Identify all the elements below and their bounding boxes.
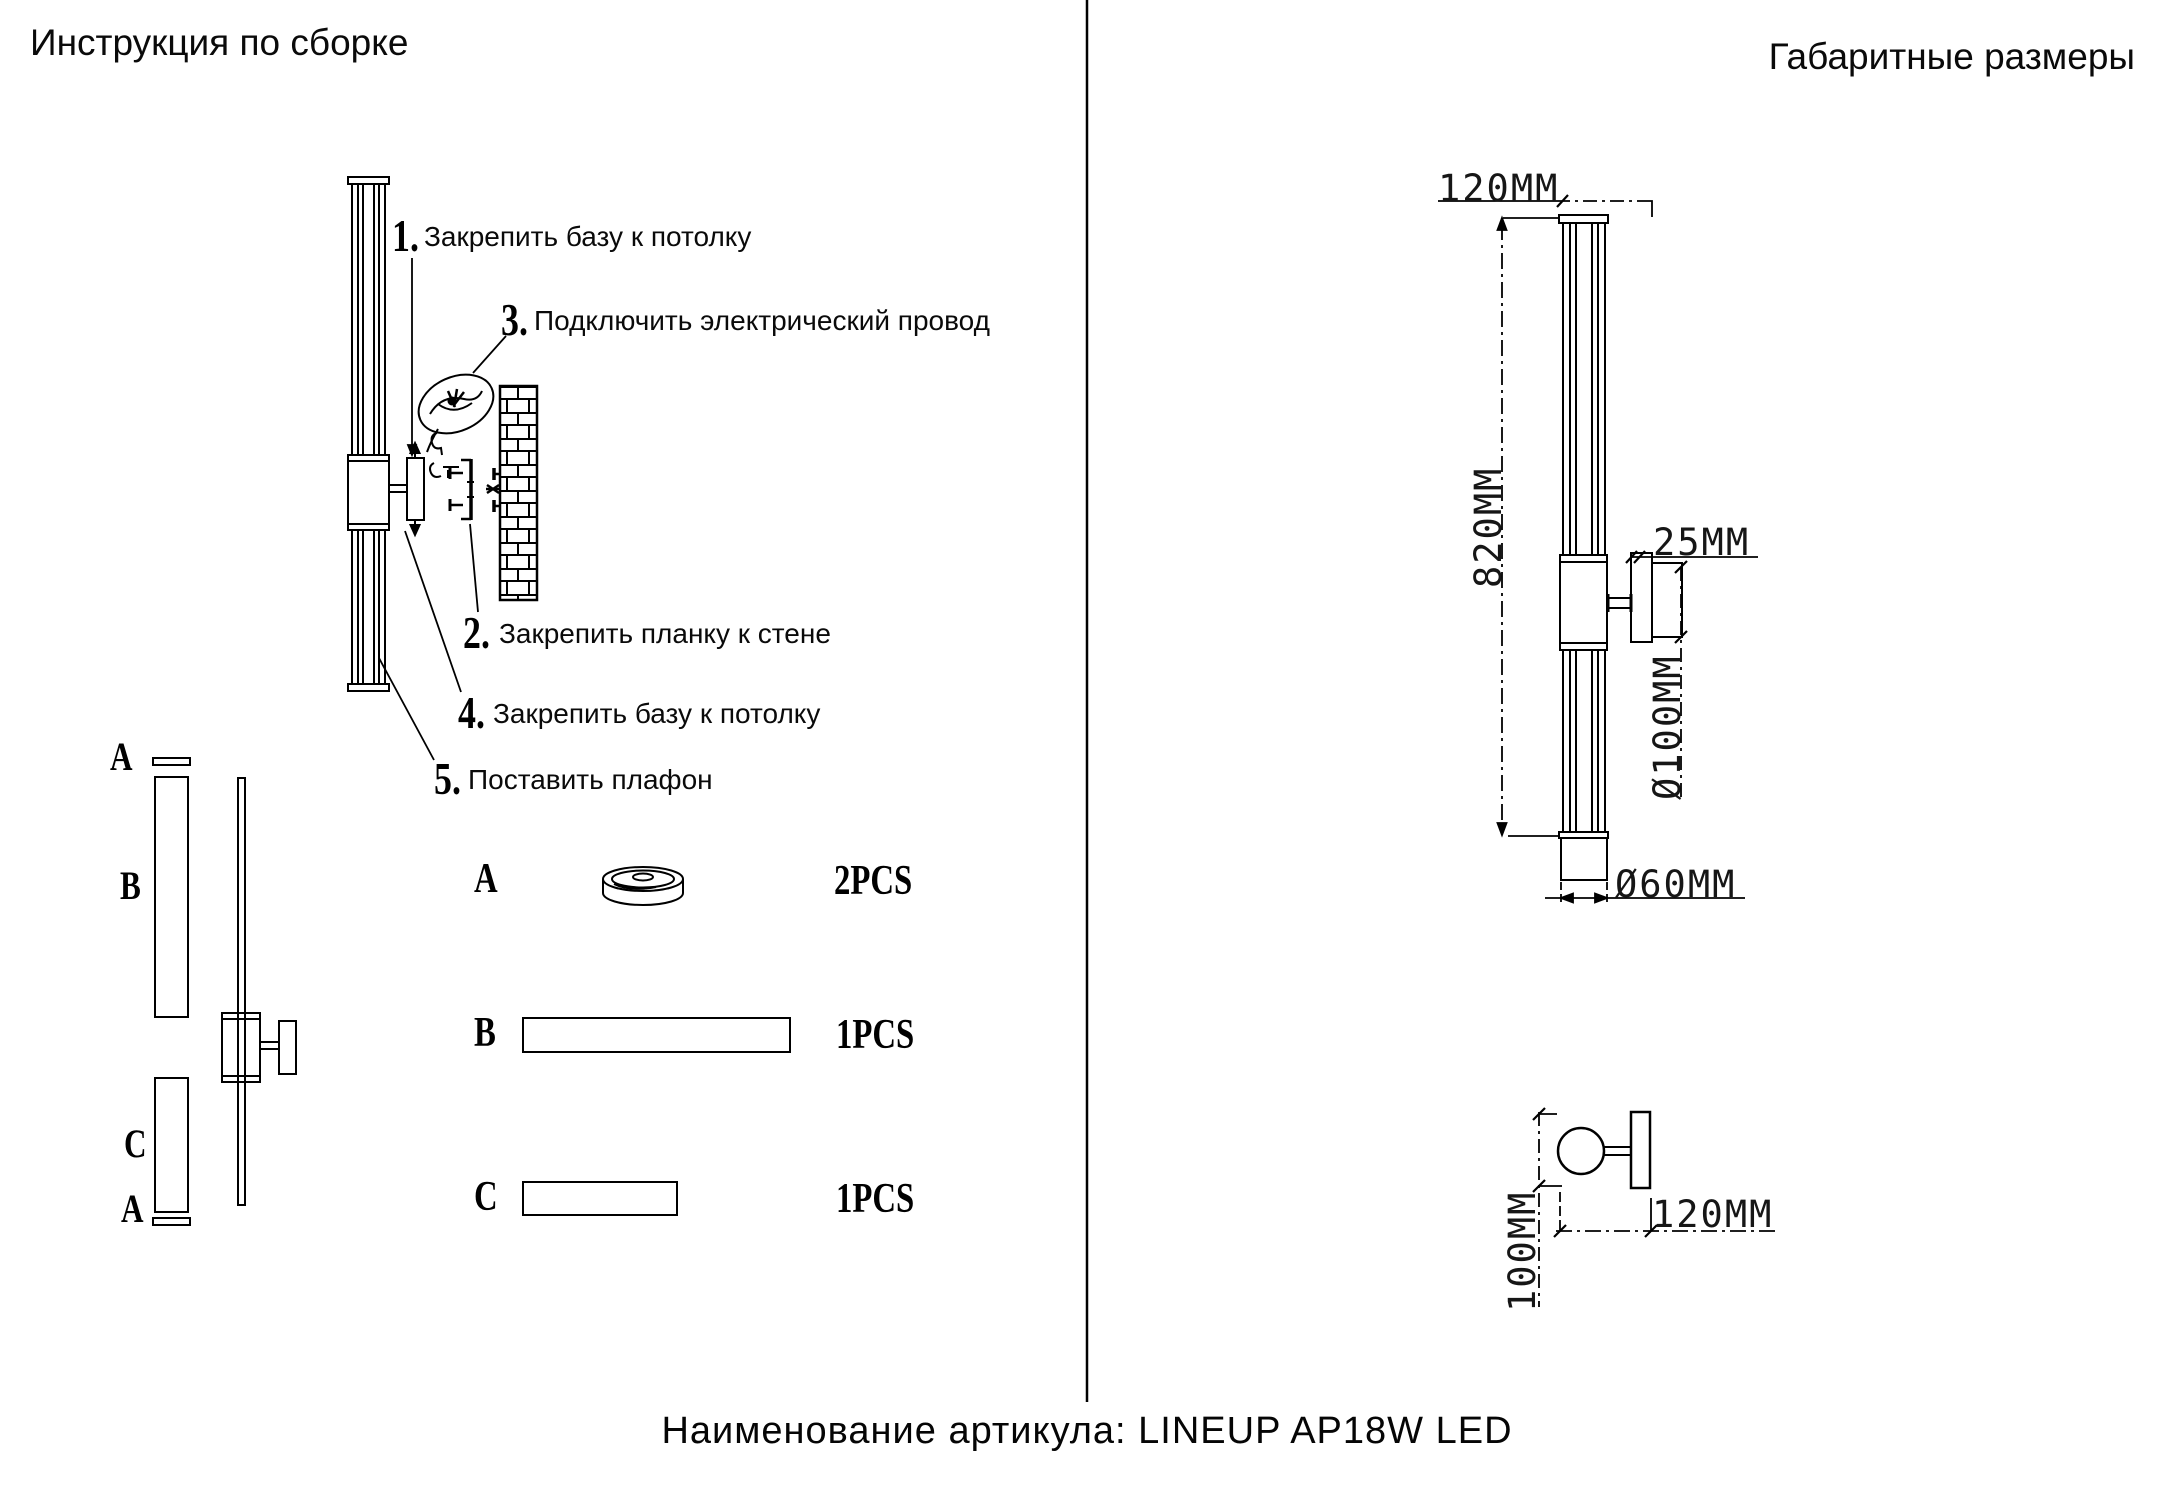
- exploded-label-a-top: A: [110, 734, 133, 779]
- lamp-side-view: [348, 177, 389, 691]
- part-a-qty: 2PCS: [834, 858, 913, 904]
- left-section-title: Инструкция по сборке: [30, 22, 409, 63]
- step-3-text: Подключить электрический провод: [534, 305, 990, 336]
- part-c-label: C: [474, 1174, 498, 1220]
- exploded-view: [153, 758, 296, 1225]
- dim-arm-depth: 25MM: [1653, 521, 1751, 564]
- exploded-label-a-bottom: A: [121, 1186, 144, 1231]
- step-1-text: Закрепить базу к потолку: [424, 221, 752, 252]
- step-5-number: 5.: [434, 753, 461, 804]
- step-4-number: 4.: [458, 687, 485, 738]
- right-section-title: Габаритные размеры: [1768, 36, 2135, 77]
- dim-tube-diameter: Ø60MM: [1615, 863, 1737, 906]
- step-2-text: Закрепить планку к стене: [499, 618, 831, 649]
- dim-top-width: 120MM: [1438, 167, 1560, 210]
- step-4-text: Закрепить базу к потолку: [493, 698, 821, 729]
- part-c-bar: [523, 1182, 677, 1215]
- mounting-bracket: [389, 443, 424, 535]
- part-b-label: B: [474, 1010, 496, 1056]
- wall-strip-bracket: [461, 459, 474, 520]
- part-a-label: A: [474, 856, 498, 902]
- step-3-number: 3.: [501, 294, 528, 345]
- step-1-number: 1.: [392, 210, 419, 261]
- dim-height: 820MM: [1467, 466, 1510, 588]
- exploded-label-c: C: [124, 1121, 147, 1166]
- exploded-label-b: B: [120, 863, 141, 908]
- brick-wall: [500, 386, 537, 600]
- leader-lines: [379, 258, 506, 760]
- part-a-ring: [603, 867, 683, 905]
- step-5-text: Поставить плафон: [468, 764, 713, 795]
- wire-detail-oval: [409, 363, 502, 452]
- part-c-qty: 1PCS: [836, 1176, 915, 1222]
- part-b-qty: 1PCS: [836, 1012, 915, 1058]
- dim-side-height: 100MM: [1501, 1190, 1544, 1312]
- dim-side-width: 120MM: [1652, 1193, 1774, 1236]
- wire-hook-symbols: [430, 433, 459, 478]
- dim-plate-diameter: Ø100MM: [1646, 654, 1689, 800]
- article-name: Наименование артикула: LINEUP AP18W LED: [661, 1410, 1513, 1452]
- part-b-bar: [523, 1018, 790, 1052]
- step-2-number: 2.: [463, 607, 490, 658]
- dim-top-view: [1558, 1112, 1650, 1188]
